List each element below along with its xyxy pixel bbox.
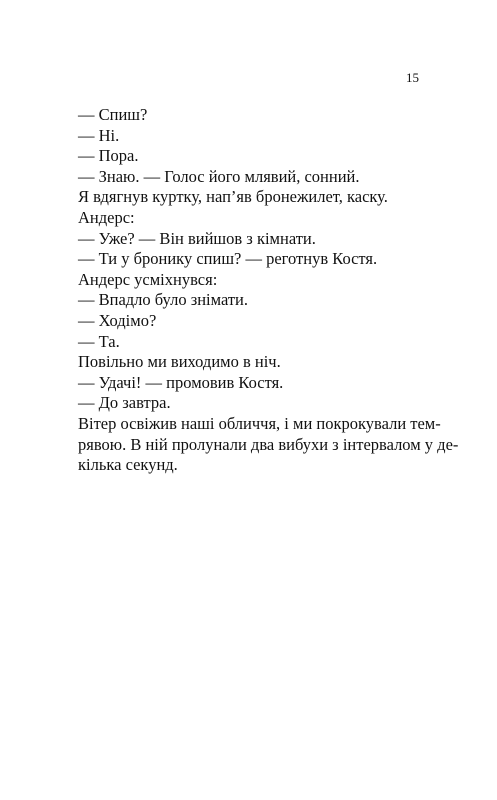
final-paragraph-line: кілька секунд. xyxy=(78,455,178,475)
dialogue-line: — Ні. xyxy=(78,125,120,145)
narration-line: Я вдягнув куртку, нап’яв бронежилет, каску. xyxy=(78,187,388,207)
dialogue-line: — Ти у бронику спиш? — реготнув Костя. xyxy=(78,249,378,269)
narration-line: Андерс усміхнувся: xyxy=(78,269,218,289)
dialogue-line: — Удачі! — промовив Костя. xyxy=(78,372,284,392)
final-paragraph-line: Вітер освіжив наші обличчя, і ми покрокували тем- xyxy=(78,413,441,433)
dialogue-line: — Знаю. — Голос його млявий, сонний. xyxy=(78,166,360,186)
final-paragraph-line: рявою. В ній пролунали два вибухи з інтервалом у де- xyxy=(78,434,459,454)
dialogue-line: — Та. xyxy=(78,331,120,351)
page-number: 15 xyxy=(406,70,419,85)
dialogue-line: — Пора. xyxy=(78,146,139,166)
dialogue-line: — До завтра. xyxy=(78,393,171,413)
dialogue-line: — Ходімо? xyxy=(78,310,157,330)
narration-line: Андерс: xyxy=(78,207,135,227)
body-text xyxy=(78,105,459,476)
dialogue-line: — Уже? — Він вийшов з кімнати. xyxy=(78,228,316,248)
dialogue-line: — Впадло було знімати. xyxy=(78,290,249,310)
narration-line: Повільно ми виходимо в ніч. xyxy=(78,352,281,372)
final-paragraph xyxy=(78,413,459,476)
dialogue-line: — Спиш? xyxy=(78,105,148,124)
